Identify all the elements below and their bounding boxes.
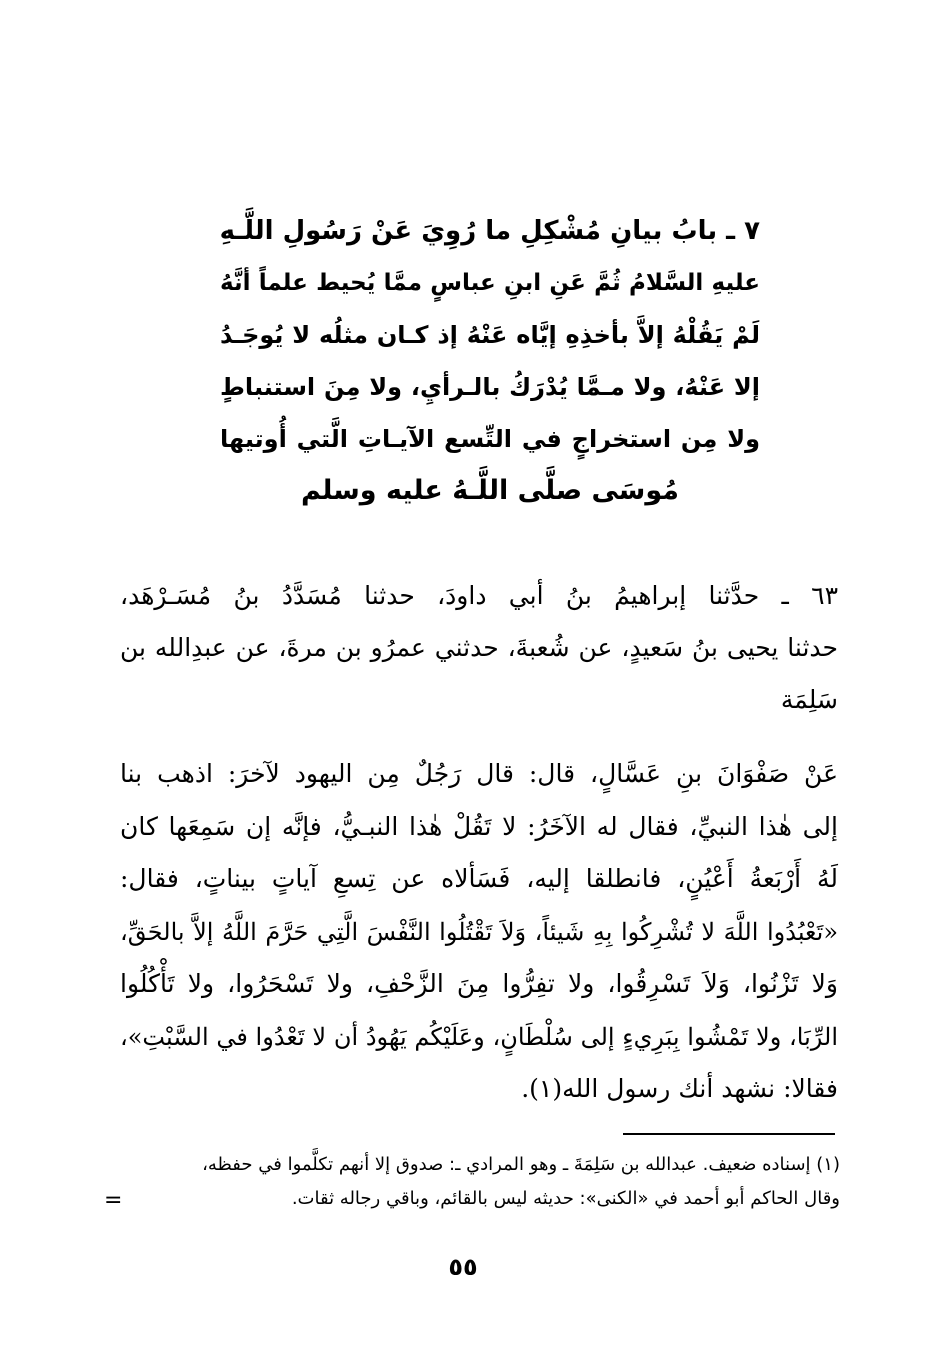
heading-line: ولا مِن استخراجٍ في التِّسع الآيـاتِ الَّتي أُوتيها [220,425,760,453]
heading-line: ٧ ـ بابُ بيانِ مُشْكِلِ ما رُوِيَ عَنْ رَسُولِ اللَّـهِ [219,216,760,246]
footnote-line: (١) إسناده ضعيف. عبدالله بن سَلِمَةَ ـ وهو المرادي ـ: صدوق إلا أنهم تكلَّموا في حفظه، [202,1154,840,1175]
matn-line: وَلا تَزْنُوا، وَلاَ تَسْرِقُوا، ولا تفِرُّوا مِنَ الزَّحْفِ، ولا تَسْحَرُوا، ولا تَأْكُلُوا [120,969,838,998]
matn-line: لَهُ أَرْبَعةُ أَعْيُنٍ، فانطلقا إليه، فَسَألاه عن تِسعِ آياتٍ بيناتٍ، فقال: [120,864,838,893]
footnote-separator [623,1133,835,1135]
matn-line: «تَعْبُدُوا اللَّهَ لا تُشْرِكُوا بِهِ شَيئاً، وَلاَ تَقْتُلُوا النَّفْسَ الَّتِي حَرَّمَ اللَّهُ إلاَّ بالحَقِّ، [120,917,838,946]
heading-line: لَمْ يَقُلْهُ إلاَّ بأخذِهِ إيَّاه عَنْهُ إذ كـان مثلُه لا يُوجَـدُ [220,321,760,349]
isnad-line: سَلِمَة [780,685,838,714]
footnote-line: وقال الحاكم أبو أحمد في «الكنى»: حديثه ليس بالقائم، وباقي رجاله ثقات. [291,1188,840,1209]
heading-line: عليهِ السَّلامُ ثُمَّ عَنِ ابنِ عباسٍ ممَّا يُحيط علماً أنَّهُ [220,270,760,296]
matn-line: إلى هٰذا النبيِّ، فقال له الآخَرُ: لا تَقُلْ هٰذا النبـيُّ، فإنَّه إن سَمِعَها كان [120,811,838,841]
hadith-isnad [120,570,838,726]
heading-line: مُوسَى صلَّى اللَّـهُ عليه وسلم [301,475,679,506]
matn-line: عَنْ صَفْوَانَ بنِ عَسَّالٍ، قال: قال رَجُلٌ مِن اليهود لآخرَ: اذهب بنا [120,759,838,788]
heading-line: إلا عَنْهُ، ولا مـمَّا يُدْرَكُ بالـرأيِ، ولا مِنَ استنباطٍ [220,373,760,401]
matn-line: فقالا: نشهد أنك رسول الله(١). [521,1074,838,1103]
hadith-text [120,748,838,1116]
isnad-line: ٦٣ ـ حدَّثنا إبراهيمُ بنُ أبي داودَ، حدثنا مُسَدَّدُ بنُ مُسَـرْهَد، [120,581,838,610]
chapter-heading [220,205,760,517]
matn-line: الرِّبَا، ولا تَمْشُوا بِبَرِيءٍ إلى سُلْطَانٍ، وعَلَيْكُم يَهُودُ أن لا تَعْدُوا في السَّبْتِ»، [120,1022,838,1051]
page-number: ٥٥ [448,1253,478,1281]
isnad-line: حدثنا يحيى بنُ سَعيدٍ، عن شُعبةَ، حدثني عمرُو بن مرةَ، عن عبدِالله بن [120,633,838,662]
footnote-continuation-mark: = [104,1188,123,1213]
footnote [120,1148,840,1216]
